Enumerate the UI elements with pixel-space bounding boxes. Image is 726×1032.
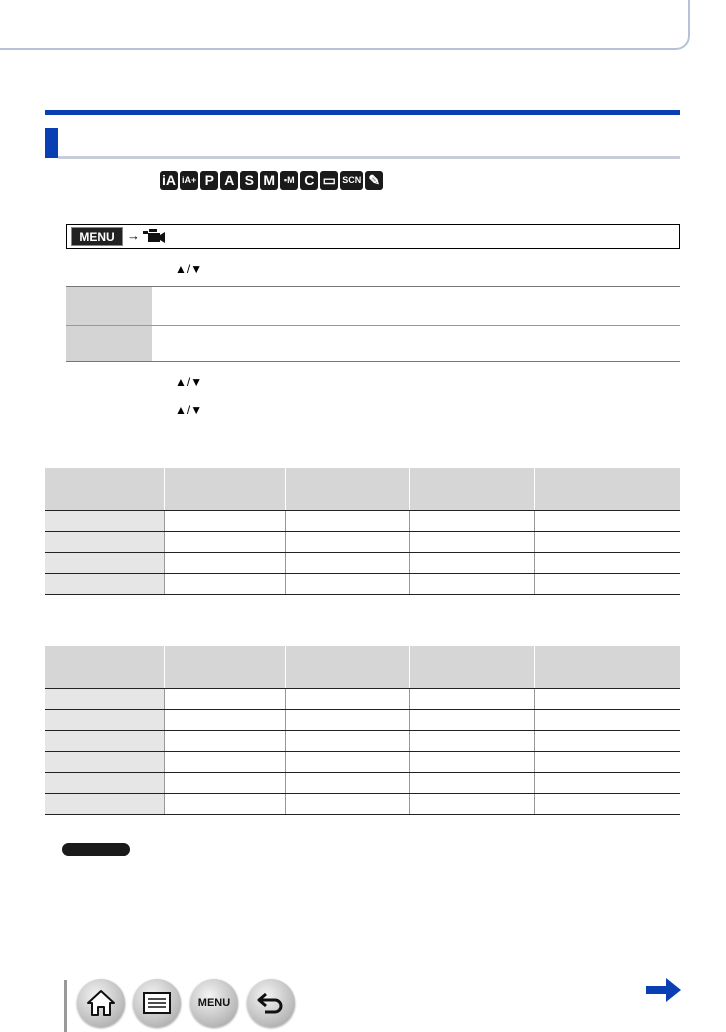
mode-c-icon: C xyxy=(300,171,318,190)
up-down-arrows-icon: ▲/▼ xyxy=(175,375,203,389)
title-rule xyxy=(45,110,680,115)
mode-p-icon: P xyxy=(200,171,218,190)
panorama-icon: ▭ xyxy=(320,171,338,190)
table-cell xyxy=(409,772,534,793)
ia-icon: iA xyxy=(162,172,176,188)
table-cell xyxy=(534,573,680,594)
table-cell xyxy=(285,772,409,793)
table-cell xyxy=(45,646,164,688)
table-cell xyxy=(285,510,409,531)
table-cell xyxy=(534,709,680,730)
table-cell xyxy=(45,751,164,772)
table-cell xyxy=(164,688,285,709)
table-row xyxy=(45,510,680,531)
table-cell xyxy=(45,793,164,814)
table-row xyxy=(45,772,680,793)
option-label-cell xyxy=(66,326,152,361)
up-down-arrows-icon: ▲/▼ xyxy=(175,262,203,276)
table-cell xyxy=(164,531,285,552)
table-cell xyxy=(164,552,285,573)
creative-video-icon: ▪M xyxy=(280,171,298,190)
table-cell xyxy=(45,730,164,751)
up-down-arrows-icon: ▲/▼ xyxy=(175,403,203,417)
table-cell xyxy=(409,793,534,814)
table-cell xyxy=(534,468,680,510)
table-cell xyxy=(409,751,534,772)
table-cell xyxy=(45,573,164,594)
table-cell xyxy=(285,531,409,552)
table-cell xyxy=(164,751,285,772)
return-icon xyxy=(256,990,286,1016)
table-row xyxy=(45,688,680,709)
settings-table-2 xyxy=(45,646,680,815)
nav-divider xyxy=(64,980,67,1032)
page-header-frame xyxy=(0,0,690,50)
menu-path-box xyxy=(66,224,680,249)
table-cell xyxy=(285,751,409,772)
motion-picture-icon xyxy=(143,229,165,244)
table-cell xyxy=(409,730,534,751)
table-cell xyxy=(409,531,534,552)
option-table-divider xyxy=(66,325,680,326)
table-row xyxy=(45,573,680,594)
table-row xyxy=(45,552,680,573)
table-header-row xyxy=(45,646,680,688)
table-cell xyxy=(285,730,409,751)
table-cell xyxy=(285,573,409,594)
table-cell xyxy=(534,793,680,814)
ia-plus-icon: iA+ xyxy=(180,171,198,190)
table-row xyxy=(45,730,680,751)
table-cell xyxy=(534,688,680,709)
table-cell xyxy=(164,772,285,793)
table-cell xyxy=(534,510,680,531)
table-cell xyxy=(164,730,285,751)
option-label-cell xyxy=(66,287,152,325)
table-cell xyxy=(409,709,534,730)
menu-button-icon: MENU xyxy=(71,227,123,246)
table-cell xyxy=(164,573,285,594)
next-page-arrow-icon[interactable] xyxy=(646,977,682,1003)
section-marker xyxy=(45,128,58,158)
table-cell xyxy=(45,531,164,552)
table-cell xyxy=(285,552,409,573)
table-cell xyxy=(409,688,534,709)
option-table-top xyxy=(66,286,680,287)
table-cell xyxy=(45,772,164,793)
table-cell xyxy=(45,709,164,730)
table-cell xyxy=(409,468,534,510)
home-icon xyxy=(86,989,116,1017)
option-table-bottom xyxy=(66,361,680,362)
section-underline xyxy=(58,156,680,159)
table-cell xyxy=(534,751,680,772)
table-cell xyxy=(409,646,534,688)
table-cell xyxy=(534,552,680,573)
table-cell xyxy=(45,688,164,709)
mode-m-icon: M xyxy=(260,171,278,190)
note-badge xyxy=(62,843,130,856)
table-cell xyxy=(45,552,164,573)
list-icon xyxy=(142,991,172,1015)
table-cell xyxy=(409,573,534,594)
table-row xyxy=(45,751,680,772)
table-cell xyxy=(534,772,680,793)
mode-a-icon: A xyxy=(220,171,238,190)
path-arrow: → xyxy=(127,228,140,243)
table-row xyxy=(45,793,680,814)
table-cell xyxy=(45,510,164,531)
table-cell xyxy=(534,646,680,688)
table-cell xyxy=(285,468,409,510)
menu-icon: MENU xyxy=(197,997,231,1009)
table-cell xyxy=(409,510,534,531)
table-header-row xyxy=(45,468,680,510)
table-cell xyxy=(164,646,285,688)
table-cell xyxy=(285,688,409,709)
table-cell xyxy=(164,468,285,510)
contents-button[interactable] xyxy=(133,979,181,1027)
table-cell xyxy=(45,468,164,510)
menu-list-button[interactable] xyxy=(190,979,238,1027)
creative-control-icon: ✎ xyxy=(365,171,383,190)
table-row xyxy=(45,709,680,730)
home-button[interactable] xyxy=(77,979,125,1027)
table-cell xyxy=(534,730,680,751)
recording-mode-icons xyxy=(160,171,383,190)
back-button[interactable] xyxy=(247,979,295,1027)
table-cell xyxy=(164,709,285,730)
table-row xyxy=(45,531,680,552)
scene-icon: SCN xyxy=(340,171,363,190)
table-cell xyxy=(285,646,409,688)
settings-table-1 xyxy=(45,468,680,595)
table-cell xyxy=(285,793,409,814)
table-cell xyxy=(285,709,409,730)
mode-s-icon: S xyxy=(240,171,258,190)
table-cell xyxy=(409,552,534,573)
table-cell xyxy=(164,793,285,814)
table-cell xyxy=(164,510,285,531)
table-cell xyxy=(534,531,680,552)
